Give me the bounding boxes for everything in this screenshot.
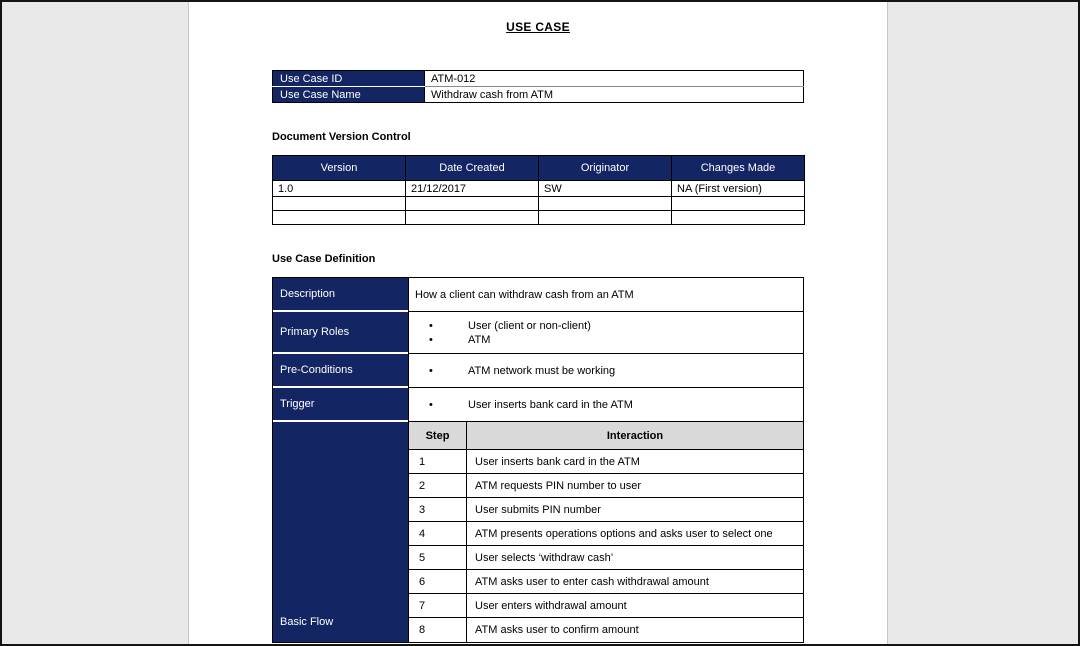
- flow-step-row: [409, 522, 803, 546]
- table-header-row: [273, 156, 805, 181]
- column-header-date-created: Date Created: [406, 156, 539, 181]
- cell-originator: SW: [539, 181, 672, 197]
- cell-empty: [273, 197, 406, 211]
- column-header-step: Step: [409, 422, 467, 449]
- cell-empty: [539, 211, 672, 225]
- basic-flow-table: [408, 422, 803, 642]
- step-interaction: ATM requests PIN number to user: [475, 479, 642, 492]
- trigger-label: Trigger: [273, 388, 408, 422]
- cell-empty: [672, 211, 805, 225]
- table-row: [273, 71, 804, 87]
- step-interaction: User enters withdrawal amount: [475, 599, 627, 612]
- step-number: 6: [409, 570, 467, 593]
- version-control-table: [272, 155, 805, 225]
- cell-version: 1.0: [273, 181, 406, 197]
- basic-flow-header-row: [409, 422, 803, 450]
- flow-step-row: [409, 546, 803, 570]
- use-case-id-label: Use Case ID: [273, 71, 425, 87]
- column-header-interaction: Interaction: [606, 429, 664, 442]
- definition-table: [272, 277, 804, 643]
- cell-empty: [539, 197, 672, 211]
- table-row: [273, 197, 805, 211]
- step-number: 2: [409, 474, 467, 497]
- cell-empty: [273, 211, 406, 225]
- use-case-id-table: [272, 70, 804, 103]
- table-row: [273, 211, 805, 225]
- primary-role-item: • User (client or non-client): [409, 319, 803, 333]
- flow-step-row: [409, 498, 803, 522]
- flow-step-row: [409, 618, 803, 642]
- cell-empty: [406, 197, 539, 211]
- step-number: 1: [409, 450, 467, 473]
- step-interaction: ATM asks user to confirm amount: [475, 624, 639, 636]
- definition-row-basic-flow: [273, 422, 803, 642]
- description-label: Description: [273, 278, 408, 312]
- page-title: USE CASE: [506, 20, 570, 34]
- flow-step-row: [409, 570, 803, 594]
- document-page: [188, 2, 888, 644]
- pre-condition-item: • ATM network must be working: [409, 364, 803, 378]
- cell-changes-made: NA (First version): [672, 181, 805, 197]
- table-row: [273, 87, 804, 103]
- step-interaction: User inserts bank card in the ATM: [475, 455, 640, 468]
- cell-date-created: 21/12/2017: [406, 181, 539, 197]
- use-case-name-label: Use Case Name: [273, 87, 425, 103]
- definition-row-trigger: [273, 388, 803, 422]
- use-case-name-value: Withdraw cash from ATM: [425, 87, 804, 103]
- cell-empty: [672, 197, 805, 211]
- definition-heading: Use Case Definition: [272, 253, 376, 265]
- step-number: 8: [409, 618, 467, 642]
- column-header-originator: Originator: [539, 156, 672, 181]
- step-number: 5: [409, 546, 467, 569]
- use-case-id-value: ATM-012: [425, 71, 804, 87]
- column-header-changes-made: Changes Made: [672, 156, 805, 181]
- cell-empty: [406, 211, 539, 225]
- primary-role-item: • ATM: [409, 333, 803, 347]
- flow-step-row: [409, 474, 803, 498]
- step-number: 3: [409, 498, 467, 521]
- table-row: [273, 181, 805, 197]
- definition-row-pre-conditions: [273, 354, 803, 388]
- definition-row-primary-roles: [273, 312, 803, 354]
- version-control-heading: Document Version Control: [272, 131, 411, 143]
- flow-step-row: [409, 594, 803, 618]
- basic-flow-label: Basic Flow: [273, 422, 408, 642]
- step-interaction: ATM asks user to enter cash withdrawal amount: [475, 575, 709, 588]
- description-text: How a client can withdraw cash from an ATM: [415, 288, 634, 301]
- trigger-item: • User inserts bank card in the ATM: [409, 398, 803, 412]
- pre-conditions-label: Pre-Conditions: [273, 354, 408, 388]
- step-number: 4: [409, 522, 467, 545]
- step-number: 7: [409, 594, 467, 617]
- step-interaction: User submits PIN number: [475, 503, 601, 516]
- step-interaction: User selects ‘withdraw cash’: [475, 551, 614, 564]
- primary-roles-label: Primary Roles: [273, 312, 408, 354]
- step-interaction: ATM presents operations options and asks user to select one: [475, 527, 773, 540]
- column-header-version: Version: [273, 156, 406, 181]
- flow-step-row: [409, 450, 803, 474]
- definition-row-description: [273, 278, 803, 312]
